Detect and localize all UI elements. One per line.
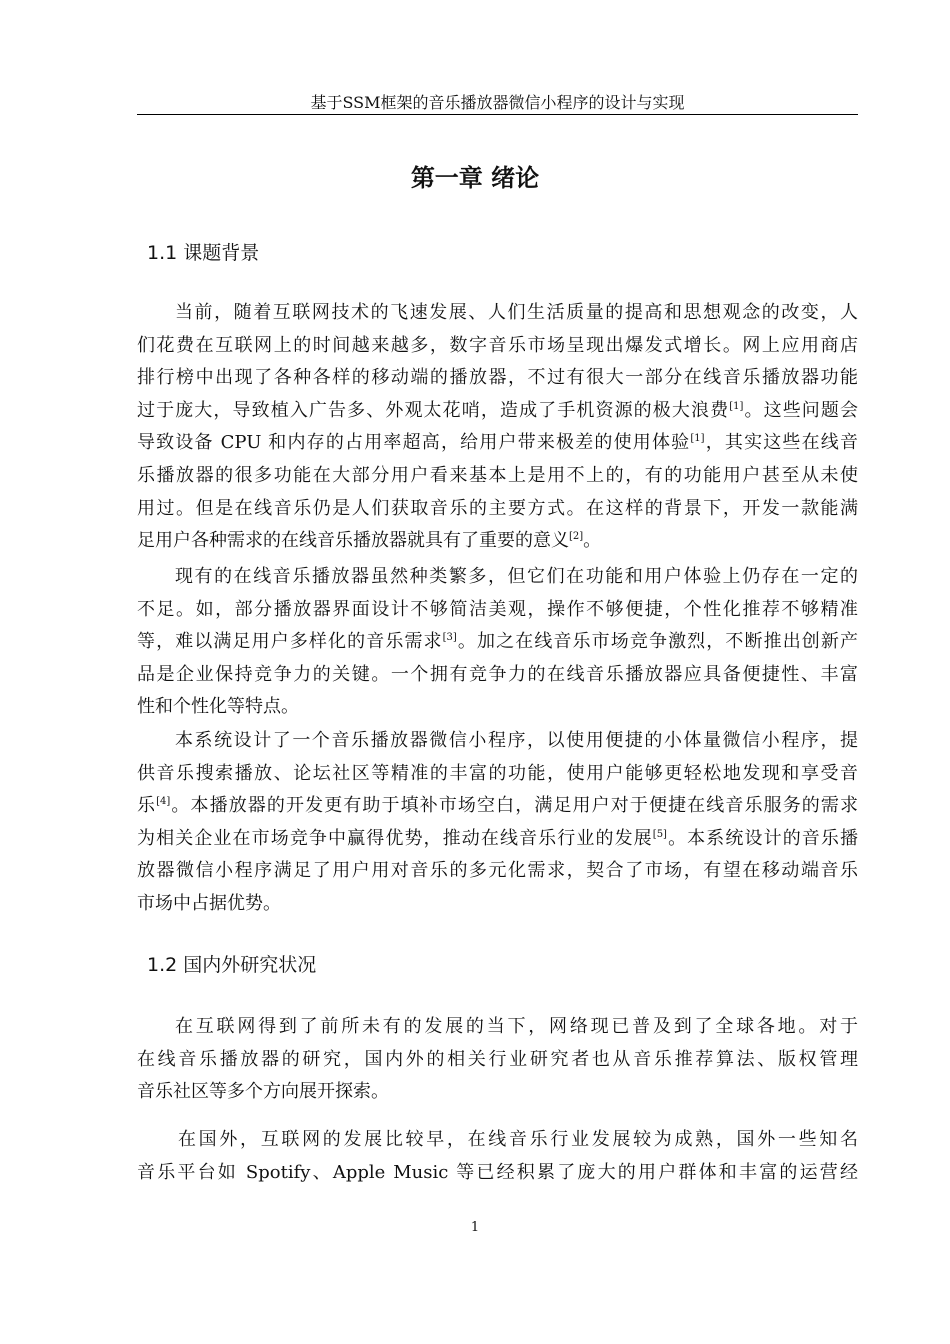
paragraph	[137, 1011, 858, 1109]
text-line	[137, 297, 858, 330]
text-line	[137, 758, 858, 791]
text-line	[137, 460, 858, 493]
text-run: 们花费在互联网上的时间越来越多，数字音乐市场呈现出爆发式增长。网上应用商店	[137, 334, 858, 356]
text-run: 乐	[137, 795, 157, 817]
page-number: 1	[470, 1220, 480, 1235]
text-line	[137, 790, 858, 823]
text-run: 。本系统设计的音乐播	[666, 827, 858, 849]
text-line	[137, 1157, 858, 1190]
text-line	[137, 427, 858, 460]
citation-ref: [1]	[729, 400, 744, 412]
paragraph	[137, 1124, 858, 1189]
text-line	[137, 626, 858, 659]
text-run: 。	[583, 530, 602, 552]
text-line	[137, 888, 858, 921]
text-line	[137, 691, 858, 724]
text-run: 在线音乐播放器的研究，国内外的相关行业研究者也从音乐推荐算法、版权管理	[137, 1048, 858, 1070]
text-line	[137, 395, 858, 428]
text-run: 导致设备 CPU 和内存的占用率超高，给用户带来极差的使用体验	[137, 432, 691, 454]
text-line	[137, 855, 858, 888]
text-line	[137, 1076, 858, 1109]
text-run: 音乐社区等多个方向展开探索。	[137, 1081, 389, 1103]
text-run: 市场中占据优势。	[137, 892, 281, 914]
text-run: 放器微信小程序满足了用户用对音乐的多元化需求，契合了市场，有望在移动端音乐	[137, 860, 858, 882]
running-header: 基于SSM框架的音乐播放器微信小程序的设计与实现	[310, 93, 685, 112]
text-run: 等，难以满足用户多样化的音乐需求	[137, 631, 443, 653]
citation-ref: [2]	[569, 531, 584, 543]
text-run: 品是企业保持竞争力的关键。一个拥有竞争力的在线音乐播放器应具备便捷性、丰富	[137, 663, 858, 685]
text-run: 现有的在线音乐播放器虽然种类繁多，但它们在功能和用户体验上仍存在一定的	[175, 566, 858, 587]
text-run: 为相关企业在市场竞争中赢得优势，推动在线音乐行业的发展	[137, 827, 653, 849]
text-line	[137, 823, 858, 856]
citation-ref: [1]	[690, 433, 705, 445]
text-run: 。这些问题会	[743, 399, 858, 421]
text-run: 。加之在线音乐市场竞争激烈，不断推出创新产	[456, 631, 858, 653]
text-line	[137, 362, 858, 395]
text-line	[137, 725, 858, 758]
chapter-title: 第一章 绪论	[410, 164, 540, 192]
paragraph	[137, 561, 858, 724]
text-run: 排行榜中出现了各种各样的移动端的播放器，不过有很大一部分在线音乐播放器功能	[137, 367, 858, 389]
text-run: 足用户各种需求的在线音乐播放器就具有了重要的意义	[137, 530, 569, 552]
text-run: 。本播放器的开发更有助于填补市场空白，满足用户对于便捷在线音乐服务的需求	[170, 795, 858, 817]
text-run: 音乐平台如 Spotify、Apple Music 等已经积累了庞大的用户群体和丰富的运营经	[137, 1161, 858, 1183]
text-run: 本系统设计了一个音乐播放器微信小程序，以使用便捷的小体量微信小程序，提	[175, 730, 858, 751]
text-line	[137, 525, 858, 558]
text-line	[137, 1044, 858, 1077]
header-rule	[137, 114, 858, 115]
text-line	[137, 659, 858, 692]
paragraph	[137, 297, 858, 558]
text-line	[137, 561, 858, 594]
section-heading-1-2: 1.2 国内外研究状况	[147, 954, 317, 976]
section-heading-1-1: 1.1 课题背景	[147, 242, 260, 264]
text-run: 在国外，互联网的发展比较早，在线音乐行业发展较为成熟，国外一些知名	[178, 1129, 858, 1150]
citation-ref: [3]	[442, 632, 457, 644]
text-run: 不足。如，部分播放器界面设计不够简洁美观，操作不够便捷，个性化推荐不够精准	[137, 598, 858, 620]
text-run: 过于庞大，导致植入广告多、外观太花哨，造成了手机资源的极大浪费	[137, 399, 730, 421]
citation-ref: [5]	[652, 828, 667, 840]
text-line	[137, 1124, 858, 1157]
text-run: ，其实这些在线音	[704, 432, 858, 454]
paragraph	[137, 725, 858, 921]
citation-ref: [4]	[156, 796, 171, 808]
text-line	[137, 493, 858, 526]
text-run: 乐播放器的很多功能在大部分用户看来基本上是用不上的，有的功能用户甚至从未使	[137, 464, 858, 486]
text-run: 性和个性化等特点。	[137, 696, 299, 718]
text-run: 当前，随着互联网技术的飞速发展、人们生活质量的提高和思想观念的改变，人	[175, 302, 858, 323]
text-run: 用过。但是在线音乐仍是人们获取音乐的主要方式。在这样的背景下，开发一款能满	[137, 497, 858, 519]
text-line	[137, 1011, 858, 1044]
text-line	[137, 330, 858, 363]
text-line	[137, 594, 858, 627]
text-run: 在互联网得到了前所未有的发展的当下，网络现已普及到了全球各地。对于	[175, 1016, 858, 1037]
text-run: 供音乐搜索播放、论坛社区等精准的丰富的功能，使用户能够更轻松地发现和享受音	[137, 762, 858, 784]
